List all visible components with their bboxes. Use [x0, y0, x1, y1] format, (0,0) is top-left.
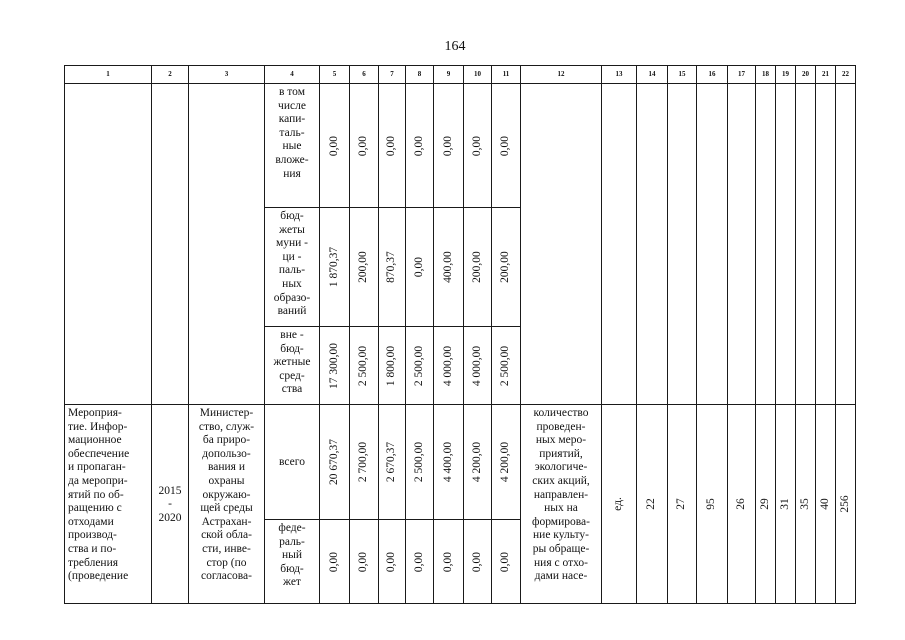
header-cell: 13: [602, 66, 637, 84]
header-cell: 5: [320, 66, 350, 84]
value-text: 20 670,37: [327, 439, 340, 485]
value-cell: [434, 208, 464, 327]
value-text: 2 670,37: [385, 441, 398, 483]
header-cell: 16: [697, 66, 728, 84]
value-cell: [350, 405, 379, 520]
target-text: 27: [675, 498, 688, 510]
cell-col1-empty: [65, 84, 152, 405]
value-cell: [406, 327, 434, 405]
program-table: [64, 65, 856, 604]
event-title: Мероприя- тие. Инфор- мационное обеспечение и пропаган- да меропри- ятий по об- ращению с отходами производ- ства и по- требления (проведение: [65, 405, 152, 604]
header-cell: 14: [637, 66, 668, 84]
value-cell: [379, 84, 406, 208]
value-cell: [379, 520, 406, 604]
table-row: [65, 84, 856, 208]
value-cell: [406, 84, 434, 208]
value-text: 0,00: [499, 135, 512, 156]
target-text: 29: [758, 498, 771, 510]
target-cell: [697, 405, 728, 604]
target-text: 40: [818, 498, 831, 510]
header-cell: 18: [756, 66, 776, 84]
value-cell: [434, 520, 464, 604]
value-text: 0,00: [412, 256, 425, 278]
value-cell: [320, 327, 350, 405]
header-cell: 12: [521, 66, 602, 84]
source-label-extrabudget: вне - бюд- жетные сред- ства: [265, 327, 320, 405]
cell-col16-empty: [697, 84, 728, 405]
target-text: 22: [645, 498, 658, 510]
value-text: 0,00: [357, 551, 370, 572]
value-text: 0,00: [441, 135, 454, 156]
value-text: 870,37: [385, 251, 398, 283]
target-text: 95: [705, 498, 718, 510]
value-text: 2 500,00: [412, 345, 425, 386]
target-cell: [816, 405, 836, 604]
cell-col14-empty: [637, 84, 668, 405]
value-cell: [320, 405, 350, 520]
unit-cell: [602, 405, 637, 604]
value-cell: [320, 84, 350, 208]
value-text: 400,00: [441, 251, 454, 283]
value-text: 2 500,00: [357, 345, 370, 386]
value-text: 0,00: [470, 135, 483, 156]
header-cell: 20: [796, 66, 816, 84]
target-cell: [836, 405, 856, 604]
cell-col19-empty: [776, 84, 796, 405]
value-cell: [320, 208, 350, 327]
cell-col21-empty: [816, 84, 836, 405]
value-text: 2 500,00: [499, 345, 512, 386]
value-cell: [434, 327, 464, 405]
value-cell: [434, 84, 464, 208]
value-cell: [350, 84, 379, 208]
value-text: 1 800,00: [385, 345, 398, 386]
value-text: 0,00: [385, 551, 398, 572]
value-cell: [406, 405, 434, 520]
header-cell: 2: [152, 66, 189, 84]
value-text: 4 200,00: [470, 441, 483, 483]
header-cell: 11: [492, 66, 521, 84]
source-label-municipal: бюд- жеты муни - ци - паль- ных образо- ваний: [265, 208, 320, 327]
header-cell: 1: [65, 66, 152, 84]
unit-text: ед.: [612, 497, 625, 511]
target-cell: [796, 405, 816, 604]
header-cell: 7: [379, 66, 406, 84]
header-cell: 21: [816, 66, 836, 84]
value-text: 4 000,00: [470, 345, 483, 386]
target-text: 35: [798, 498, 811, 510]
value-cell: [406, 520, 434, 604]
target-cell: [728, 405, 756, 604]
cell-col17-empty: [728, 84, 756, 405]
value-text: 4 000,00: [441, 345, 454, 386]
value-cell: [379, 208, 406, 327]
value-text: 200,00: [470, 251, 483, 283]
cell-col20-empty: [796, 84, 816, 405]
target-cell: [776, 405, 796, 604]
value-cell: [406, 208, 434, 327]
target-cell: [637, 405, 668, 604]
target-cell: [756, 405, 776, 604]
header-cell: 17: [728, 66, 756, 84]
value-text: 0,00: [385, 135, 398, 156]
value-cell: [492, 84, 521, 208]
target-text: 256: [838, 495, 851, 513]
value-text: 0,00: [499, 551, 512, 572]
page-number: 164: [444, 39, 466, 54]
value-text: 200,00: [357, 251, 370, 283]
cell-col15-empty: [668, 84, 697, 405]
cell-col12-empty: [521, 84, 602, 405]
value-text: 0,00: [412, 135, 425, 156]
source-label-federal: феде- раль- ный бюд- жет: [265, 520, 320, 604]
value-text: 0,00: [327, 135, 340, 156]
header-cell: 10: [464, 66, 492, 84]
header-cell: 19: [776, 66, 796, 84]
value-cell: [492, 405, 521, 520]
header-cell: 22: [836, 66, 856, 84]
value-cell: [492, 327, 521, 405]
value-text: 0,00: [357, 135, 370, 156]
target-text: 31: [778, 498, 791, 510]
target-text: 26: [734, 498, 747, 510]
header-cell: 4: [265, 66, 320, 84]
source-label-capital: в том числе капи- таль- ные вложе- ния: [265, 84, 320, 208]
value-text: 2 500,00: [412, 441, 425, 483]
event-indicator: количество проведен- ных меро- приятий, экологиче- ских акций, направлен- ных на формирова- ние культу- ры обраще- ния с отхо- дами насе-: [521, 405, 602, 604]
value-cell: [492, 208, 521, 327]
value-cell: [492, 520, 521, 604]
value-text: 4 400,00: [441, 441, 454, 483]
header-row: [65, 66, 856, 84]
source-label-total: всего: [265, 405, 320, 520]
value-cell: [464, 327, 492, 405]
header-cell: 8: [406, 66, 434, 84]
value-text: 17 300,00: [327, 342, 340, 389]
target-cell: [668, 405, 697, 604]
event-executor: Министер- ство, служ- ба приро- допользо- вания и охраны окружаю- щей среды Астрахан- ской обла- сти, инве- стор (по согласова-: [189, 405, 265, 604]
cell-col2-empty: [152, 84, 189, 405]
event-years: 2015 - 2020: [152, 405, 189, 604]
value-cell: [464, 84, 492, 208]
value-text: 0,00: [327, 551, 340, 572]
value-text: 1 870,37: [327, 246, 340, 288]
cell-col22-empty: [836, 84, 856, 405]
cell-col3-empty: [189, 84, 265, 405]
value-text: 200,00: [499, 251, 512, 283]
value-cell: [350, 520, 379, 604]
value-cell: [379, 405, 406, 520]
table-row: [65, 405, 856, 520]
value-cell: [464, 208, 492, 327]
value-cell: [379, 327, 406, 405]
cell-col13-empty: [602, 84, 637, 405]
value-text: 0,00: [412, 551, 425, 572]
value-text: 0,00: [470, 551, 483, 572]
header-cell: 9: [434, 66, 464, 84]
value-text: 2 700,00: [357, 441, 370, 483]
cell-col18-empty: [756, 84, 776, 405]
header-cell: 15: [668, 66, 697, 84]
value-cell: [464, 520, 492, 604]
header-cell: 3: [189, 66, 265, 84]
value-cell: [350, 327, 379, 405]
value-text: 4 200,00: [499, 441, 512, 483]
value-cell: [464, 405, 492, 520]
value-text: 0,00: [441, 551, 454, 572]
header-cell: 6: [350, 66, 379, 84]
value-cell: [434, 405, 464, 520]
value-cell: [320, 520, 350, 604]
value-cell: [350, 208, 379, 327]
